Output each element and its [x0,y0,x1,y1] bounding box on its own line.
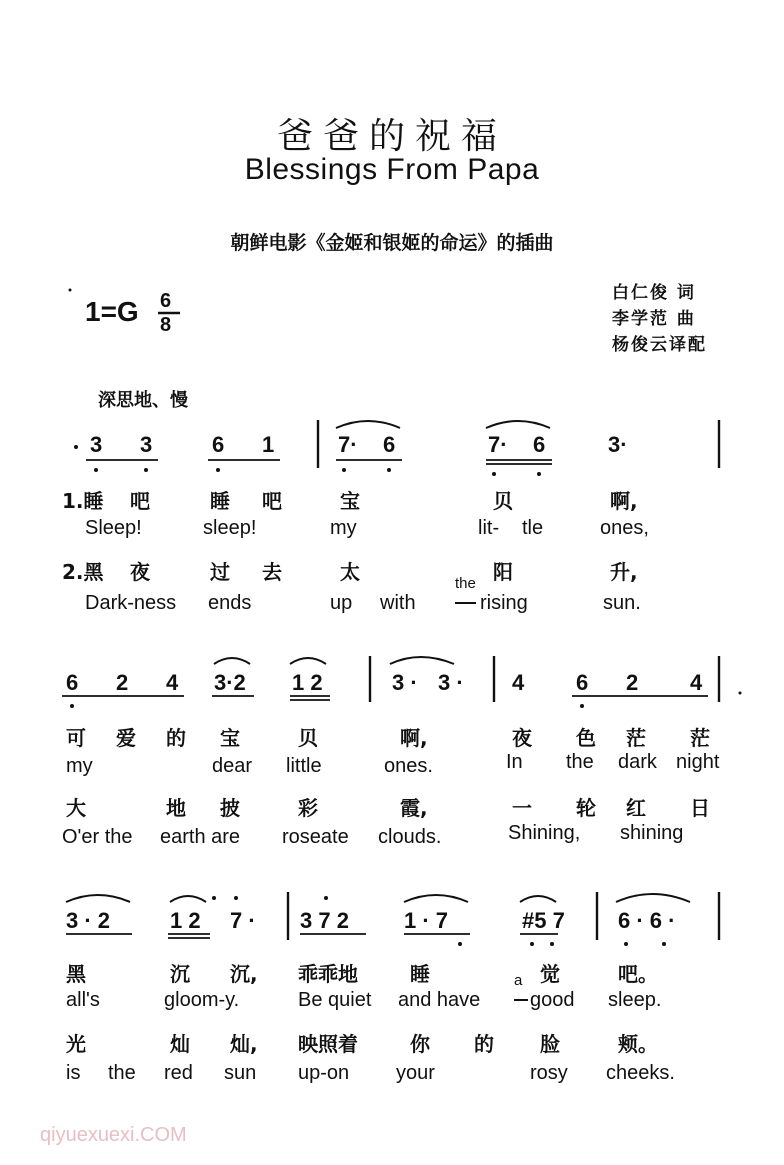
lyric-v1-cn: 贝 [493,489,513,513]
lyric-v2-cn: 的 [474,1032,494,1056]
song-title-chinese: 爸爸的祝福 [276,116,507,157]
lyric-v1-en: night [676,751,720,773]
lyric-v2-cn: 2.黑 [62,560,104,584]
lyric-v2-en-small: the [455,575,476,592]
lyricist-credit: 白仁俊 词 [612,283,696,303]
lyric-v2-cn: 阳 [493,560,513,584]
stray-mark [74,445,78,449]
lyric-v2-en: ends [208,592,252,614]
lyric-v2-cn: 灿, [230,1032,258,1056]
slur [486,421,550,428]
octave-dot [94,468,98,472]
lyric-v2-cn: 灿 [170,1032,190,1056]
lyric-v2-en: Dark-ness [85,592,177,614]
lyric-v2-cn: 升, [610,560,638,584]
lyric-v1-en: Be quiet [298,989,372,1011]
note: 4 [512,670,525,695]
slur [66,895,130,902]
octave-dot [537,472,541,476]
note: 6 [533,432,546,457]
lyric-v2-cn: 去 [262,560,282,584]
lyric-v2-cn: 轮 [576,796,596,820]
octave-dot [624,942,628,946]
note: 6 [66,670,79,695]
octave-dot [144,468,148,472]
lyric-v2-en: shining [620,822,684,844]
lyric-v1-cn: 沉 [170,962,190,986]
lyric-v1-cn: 贝 [298,726,318,750]
note: 3 · [438,670,464,695]
note: 3 · [392,670,418,695]
note: 6 · 6 · [618,908,676,933]
lyric-v2-en: earth are [160,826,241,848]
lyric-v1-en: little [286,755,322,777]
note: 3 [140,432,153,457]
lyric-v2-en: cheeks. [606,1062,675,1084]
octave-dot [530,942,534,946]
lyric-v1-cn: 可 [66,726,86,750]
lyric-v2-en: rosy [530,1062,568,1084]
tempo-marking: 深思地、慢 [98,390,188,411]
note: 1 [262,432,275,457]
lyric-v1-en: tle [522,517,544,539]
lyric-v2-cn: 霞, [400,796,428,820]
lyric-v1-cn: 爱 [116,726,136,750]
lyric-v1-en: Sleep! [85,517,142,539]
octave-dot [70,704,74,708]
slur [390,657,454,664]
slur [290,658,326,664]
composer-credit: 李学范 曲 [612,309,696,329]
note: 3 7 2 [300,908,349,933]
lyric-v2-cn: 太 [340,560,360,584]
lyric-v1-en: good [530,989,575,1011]
lyric-v1-en: lit- [478,517,500,539]
note: 7· [488,432,508,457]
lyric-v1-cn: 吧 [130,489,150,513]
note: #5 7 [522,908,565,933]
octave-dot [580,704,584,708]
octave-dot [492,472,496,476]
lyric-v2-en: with [380,592,416,614]
lyric-v2-cn: 红 [626,796,646,820]
slur [404,895,468,902]
lyric-v1-cn: 1.睡 [62,489,104,513]
song-subtitle: 朝鲜电影《金姬和银姬的命运》的插曲 [230,232,554,254]
octave-dot [458,942,462,946]
lyric-v2-en: the [108,1062,136,1084]
lyric-v2-cn: 映照着 [298,1032,358,1056]
lyric-v2-en: up-on [298,1062,350,1084]
lyric-v2-cn: 彩 [298,796,318,820]
lyric-v2-cn: 过 [210,560,230,584]
slur [616,894,690,902]
stray-mark [69,289,72,292]
lyric-v2-cn: 披 [220,796,240,820]
lyric-v1-en: all's [66,989,100,1011]
key-signature: 1=G [85,296,139,327]
lyric-v2-cn: 夜 [130,560,150,584]
lyric-v1-en: gloom-y. [164,989,240,1011]
lyric-v1-cn: 啊, [610,489,638,513]
lyric-v1-cn: 茫 [690,726,710,750]
lyric-v1-en: ones, [600,517,649,539]
lyric-v1-en: dark [618,751,657,773]
note: 3· [608,432,628,457]
note: 6 [576,670,589,695]
note: 1 2 [170,908,201,933]
note: 1 2 [292,670,323,695]
octave-dot [550,942,554,946]
note: 3 · 2 [66,908,111,933]
note: 3 [90,432,103,457]
slur [170,896,206,902]
octave-dot [662,942,666,946]
octave-dot [212,896,216,900]
lyric-v2-en: up [330,592,353,614]
lyric-v2-en: red [164,1062,193,1084]
lyric-v2-cn: 你 [410,1032,430,1056]
lyric-v2-en: is [66,1062,81,1084]
lyric-v2-en: roseate [282,826,349,848]
lyric-v1-cn: 色 [576,726,596,750]
lyric-v1-cn: 的 [166,726,186,750]
lyric-v2-en: your [396,1062,435,1084]
octave-dot [324,896,328,900]
lyric-v2-cn: 光 [66,1032,86,1056]
lyric-v2-cn: 颊。 [618,1032,658,1056]
lyric-v1-en: sleep! [203,517,257,539]
octave-dot [387,468,391,472]
note: 3·2 [214,670,246,695]
lyric-v1-cn: 夜 [512,726,532,750]
lyric-v2-en: clouds. [378,826,442,848]
lyric-v1-en: my [330,517,357,539]
lyric-v1-cn: 沉, [230,962,258,986]
lyric-v2-cn: 脸 [540,1032,560,1056]
note: 6 [383,432,396,457]
note: 7 · [230,908,256,933]
song-title-english: Blessings From Papa [244,153,540,186]
lyric-v2-cn: 一 [512,796,532,820]
lyric-v2-cn: 地 [166,796,186,820]
lyric-v1-cn: 乖乖地 [298,962,358,986]
stray-mark [739,692,742,695]
slur [520,896,556,902]
lyric-v1-en-small: a [514,972,523,989]
lyric-v1-cn: 啊, [400,726,428,750]
lyric-v1-cn: 宝 [220,726,240,750]
lyric-v2-cn: 大 [66,796,86,820]
lyric-v2-en: sun. [603,592,641,614]
site-watermark: qiyuexuexi.COM [40,1124,187,1146]
octave-dot [234,896,238,900]
octave-dot [216,468,220,472]
lyric-v2-en: sun [224,1062,257,1084]
lyric-v1-cn: 睡 [410,962,430,986]
lyric-v1-en: In [506,751,523,773]
note: 6 [212,432,225,457]
lyric-v1-en: and have [398,989,481,1011]
lyric-v1-cn: 茫 [626,726,646,750]
lyric-v1-en: sleep. [608,989,662,1011]
lyric-v1-cn: 觉 [540,962,560,986]
slur [336,421,400,428]
lyric-v1-cn: 吧 [262,489,282,513]
time-signature-numerator: 6 [160,290,172,312]
lyric-v1-cn: 吧。 [618,962,658,986]
note: 1 · 7 [404,908,449,933]
lyric-v1-en: the [566,751,594,773]
lyric-v2-en: rising [480,592,528,614]
note: 2 [626,670,639,695]
note: 4 [690,670,703,695]
lyric-v1-cn: 睡 [210,489,230,513]
slur [214,658,250,664]
lyric-v2-en: O'er the [62,826,133,848]
lyric-v2-cn: 日 [690,796,710,820]
lyric-v1-en: ones. [384,755,433,777]
lyric-v1-en: dear [212,755,253,777]
time-signature-denominator: 8 [160,314,172,336]
lyric-v1-cn: 宝 [340,489,360,513]
lyric-v1-cn: 黑 [66,962,86,986]
octave-dot [342,468,346,472]
note: 4 [166,670,179,695]
note: 2 [116,670,129,695]
lyric-v1-en: my [66,755,93,777]
lyric-v2-en: Shining, [508,822,581,844]
note: 7· [338,432,358,457]
translator-credit: 杨俊云译配 [612,335,707,355]
